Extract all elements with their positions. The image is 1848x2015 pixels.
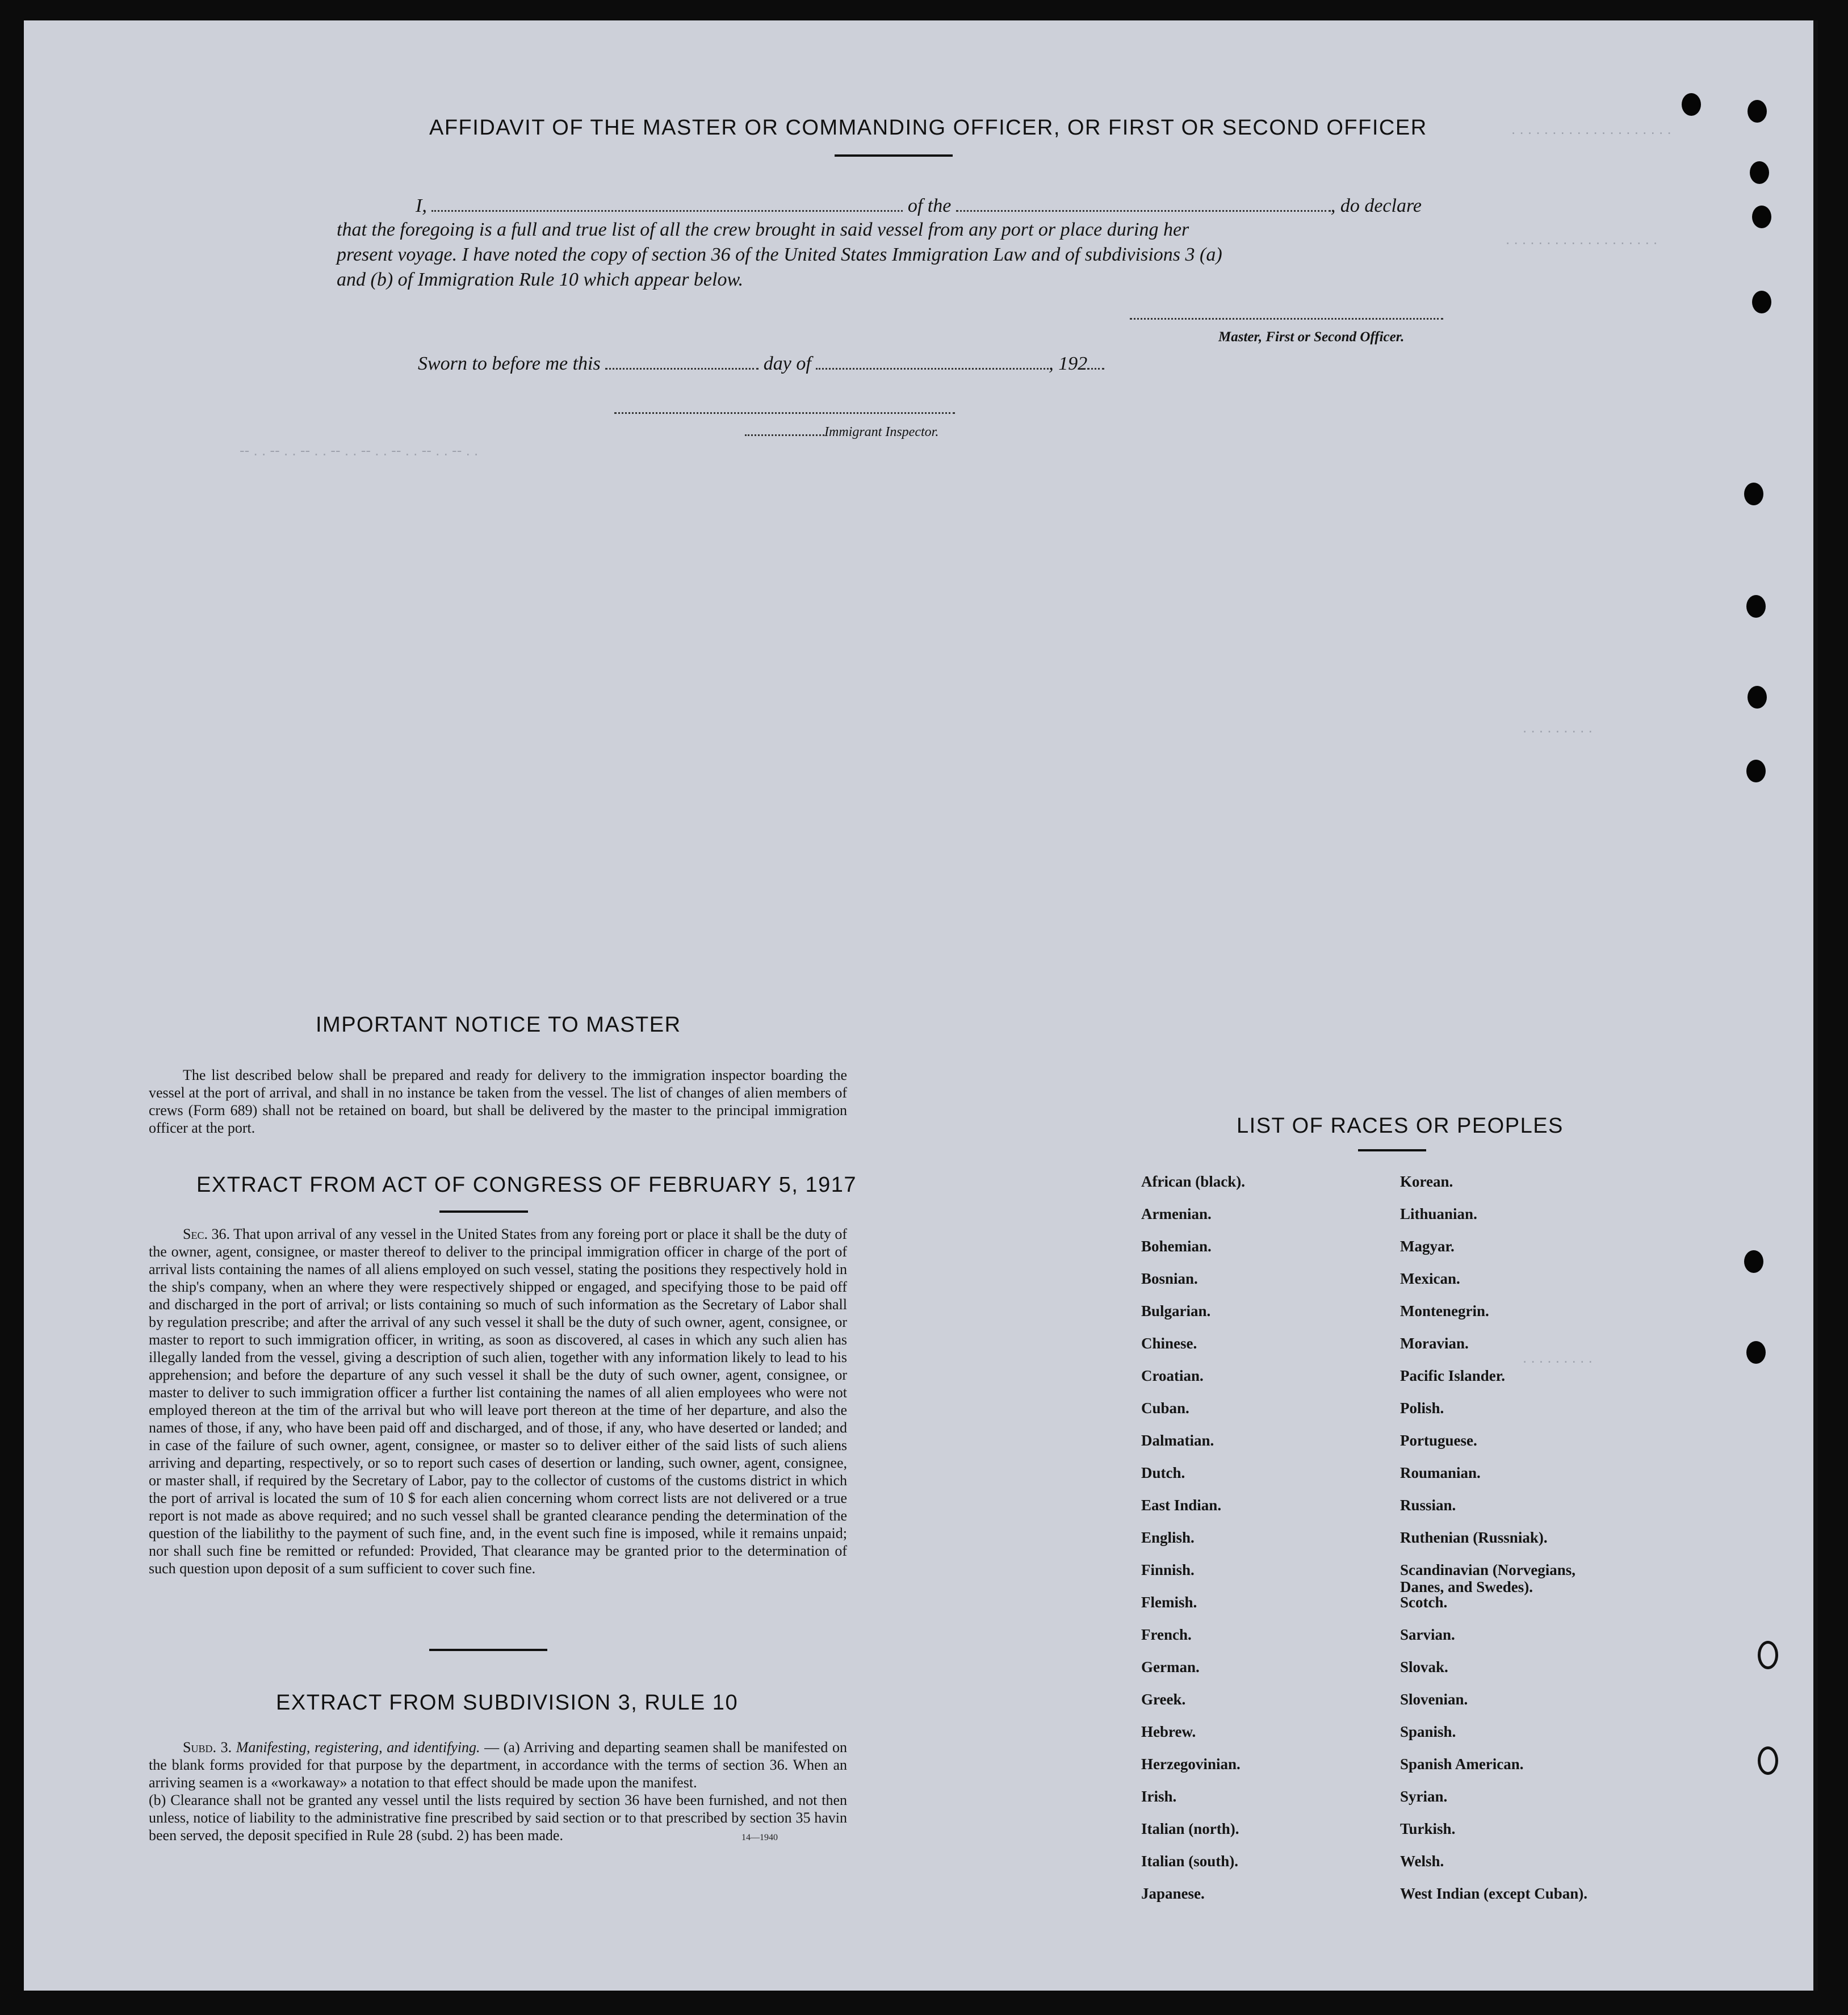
race-item: Hebrew. [1141, 1723, 1196, 1740]
affidavit-title: AFFIDAVIT OF THE MASTER OR COMMANDING OFFICER, OR FIRST OR SECOND OFFICER [429, 116, 1427, 140]
declaration-line [416, 195, 1422, 217]
race-item: Turkish. [1400, 1820, 1456, 1837]
inspector-label: Immigrant Inspector. [824, 425, 939, 439]
binder-hole [1746, 595, 1766, 618]
binder-hole [1752, 291, 1771, 313]
race-item: German. [1141, 1658, 1200, 1675]
act-title: EXTRACT FROM ACT OF CONGRESS OF FEBRUARY 5, 1917 [196, 1173, 857, 1197]
race-item: Danes, and Swedes). [1400, 1578, 1533, 1595]
race-item: Spanish. [1400, 1723, 1456, 1740]
declaration-end: , do declare [1330, 195, 1422, 216]
year-blank[interactable] [1087, 368, 1104, 370]
declaration-of-the: of the [907, 195, 952, 216]
race-item: Slovenian. [1400, 1691, 1468, 1708]
race-item: Bohemian. [1141, 1238, 1212, 1255]
race-item: Croatian. [1141, 1367, 1204, 1384]
declaration-para-2: present voyage. I have noted the copy of section 36 of the United States Immigration Law and of subdivisions 3 (a) [337, 244, 1222, 265]
races-title: LIST OF RACES OR PEOPLES [1237, 1114, 1564, 1138]
race-item: Scotch. [1400, 1594, 1448, 1611]
race-item: Korean. [1400, 1173, 1453, 1190]
race-item: East Indian. [1141, 1497, 1222, 1514]
race-item: French. [1141, 1626, 1192, 1643]
subd-heading: Manifesting, registering, and identifying. [236, 1739, 480, 1756]
subd-label: Subd. 3. [183, 1739, 232, 1756]
binder-hole [1748, 686, 1767, 709]
race-item: Ruthenian (Russniak). [1400, 1529, 1548, 1546]
binder-hole-outline [1758, 1641, 1778, 1669]
sworn-year: , 192 [1049, 353, 1088, 374]
race-item: Pacific Islander. [1400, 1367, 1505, 1384]
sec-label: Sec. 36. [183, 1226, 230, 1242]
race-item: Italian (south). [1141, 1853, 1239, 1870]
race-item: Armenian. [1141, 1205, 1212, 1222]
inspector-blank[interactable] [745, 434, 824, 436]
binder-hole [1746, 760, 1766, 782]
race-item: Finnish. [1141, 1561, 1195, 1578]
act-text [149, 1225, 847, 1577]
race-item: Syrian. [1400, 1788, 1448, 1805]
race-item: Montenegrin. [1400, 1302, 1489, 1319]
race-item: Portuguese. [1400, 1432, 1477, 1449]
sec-text: That upon arrival of any vessel in the United States from any foreing port or place it shall be the duty of the owner, agent, consignee, or master thereof to deliver to the principal immigration officer in charge of the port of arrival lists containing the names of all aliens employed on such vessel, stating the positions they respectively hold in the ship's company, when an where they were respectively shipped or engaged, and specifying those to be paid off and discharged in the port of arrival; or lists containing so much of such information as the Secretary of Labor shall by regulation prescribe; and after the arrival of any such vessel it shall be the duty of such owner, agent, consignee, or master to report to such immigration officer, in writing, as soon as discovered, al cases in which any such alien has illegally landed from the vessel, giving a description of such alien, together with any information likely to lead to his apprehension; and before the departure of any such vessel it shall be the duty of such owner, agent, consignee, or master to deliver to such immigration officer a further list containing the names of all alien employees who were not employed thereon at the tim of the arrival but who will leave port thereon at the time of her departure, and also the names of those, if any, who have been paid off and discharged, and of those, if any, who have deserted or landed; and in case of the failure of such owner, agent, consignee, or master so to deliver either of the said lists of such aliens arriving and departing, respectively, or so to report such cases of desertion or landing, such owner, agent, consignee, or master shall, if required by the Secretary of Labor, pay to the collector of customs of the customs district in which the port of arrival is located the sum of 10 $ for each alien concerning whom correct lists are not delivered or a true report is not made as above required; and no such vessel shall be granted clearance pending the determination of the question of the liabilithy to the payment of such fine, and, in the event such fine is imposed, while it remains unpaid; nor shall such fine be remitted or refunded: Provided, That clearance may be granted prior to the determination of such question upon deposit of a sum sufficient to cover such fine. [149, 1226, 847, 1577]
race-item: African (black). [1141, 1173, 1245, 1190]
race-item: Welsh. [1400, 1853, 1444, 1870]
binder-hole [1750, 161, 1769, 184]
declaration-para-3: and (b) of Immigration Rule 10 which appear below. [337, 269, 744, 290]
race-item: Dalmatian. [1141, 1432, 1214, 1449]
race-item: West Indian (except Cuban). [1400, 1885, 1588, 1902]
form-number: 14—1940 [741, 1833, 778, 1842]
binder-hole [1746, 1341, 1766, 1364]
subd-text-b: (b) Clearance shall not be granted any vessel until the lists required by section 36 have been furnished, and not then unless, notice of liability to the administrative fine prescribed by said section or to that prescribed by section 35 havin been served, the deposit specified in Rule 28 (subd. 2) has been made. [149, 1792, 847, 1844]
signature-label: Master, First or Second Officer. [1218, 329, 1405, 345]
notice-text: The list described below shall be prepared and ready for delivery to the immigration inspector boarding the vessel at the port of arrival, and shall in no instance be taken from the vessel. The list of changes of alien members of crews (Form 689) shall not be retained on board, but shall be delivered by the master to the principal immigration officer at the port. [149, 1067, 847, 1136]
notice-title: IMPORTANT NOTICE TO MASTER [316, 1013, 681, 1037]
race-item: Herzegovinian. [1141, 1756, 1241, 1773]
race-item: Japanese. [1141, 1885, 1205, 1902]
binder-hole [1752, 206, 1771, 228]
race-item: Bosnian. [1141, 1270, 1198, 1287]
vessel-blank[interactable] [956, 210, 1331, 212]
race-item: Cuban. [1141, 1400, 1189, 1417]
title-divider [835, 154, 953, 157]
day-blank[interactable] [605, 368, 759, 370]
race-item: Lithuanian. [1400, 1205, 1477, 1222]
race-item: Bulgarian. [1141, 1302, 1211, 1319]
page-edge-shadow [1813, 20, 1818, 1991]
act-divider [439, 1210, 528, 1213]
month-blank[interactable] [816, 368, 1049, 370]
subdivision-text [149, 1738, 847, 1844]
race-item: Magyar. [1400, 1238, 1455, 1255]
sworn-day-of: day of [763, 353, 811, 374]
act-end-divider [429, 1649, 547, 1651]
race-item: Flemish. [1141, 1594, 1197, 1611]
race-item: Scandinavian (Norvegians, [1400, 1561, 1576, 1578]
declaration-para-1: that the foregoing is a full and true list of all the crew brought in said vessel from any port or place during her [337, 219, 1189, 240]
binder-hole [1682, 93, 1701, 116]
race-item: Moravian. [1400, 1335, 1469, 1352]
race-item: Dutch. [1141, 1464, 1185, 1481]
signature-blank[interactable] [1130, 318, 1443, 320]
sworn-start: Sworn to before me this [418, 353, 601, 374]
document-page: . . . . . . . . . . . . . . . . . . . . . . . . . . . . . . . . . . . . . . . -- . . -- . . -- . . -- . . -- . . -- . . -- . . -- . . . . . . . . . . . . . . . . . . . . AFFIDAVIT OF THE MASTER OR COMMANDING OFFICER, OR FIRST OR SECOND OFFICER I, of the , do declare that the foregoing is a full and true list of all the crew brought in said vessel from any port or place during her present voyage. I have noted the copy of section 36 of the United States Immigration Law and of subdivisions 3 (a) and (b) of Immigration Rule 10 which appear below. Master, First or Second Officer. Sworn to before me this day of , 192 Immigrant Inspector. IMPORTANT NOTICE TO MASTER The list described below shall be prepared and ready for delivery to the immigration inspector boarding the vessel at the port of arrival, and shall in no instance be taken from the vessel. The list of changes of alien members of crews (Form 689) shall not be retained on board, but shall be delivered by the master to the principal immigration officer at the port. EXTRACT FROM ACT OF CONGRESS OF FEBRUARY 5, 1917 Sec. 36. That upon arrival of any vessel in the United States from any foreing port or place it shall be the duty of the owner, agent, consignee, or master thereof to deliver to the principal immigration officer in charge of the port of arrival lists containing the names of all aliens employed on such vessel, stating the positions they respectively hold in the ship's company, when an where they were respectively shipped or engaged, and specifying those to be paid off and discharged in the port of arrival; or lists containing so much of such information as the Secretary of Labor shall by regulation prescribe; and after the arrival of any such vessel it shall be the duty of such owner, agent, consignee, or master to report to such immigration officer, in writing, as soon as discovered, al cases in which any such alien has illegally landed from the vessel, giving a description of such alien, together with any information likely to lead to his apprehension; and before the departure of any such vessel it shall be the duty of such owner, agent, consignee, or master to deliver to such immigration officer a further list containing the names of all alien employees who were not employed thereon at the tim of the arrival but who will leave port thereon at the time of her departure, and also the names of those, if any, who have been paid off and discharged, and of those, if any, who have deserted or landed; and in case of the failure of such owner, agent, consignee, or master so to deliver either of the said lists of such aliens arriving and departing, respectively, or so to report such cases of desertion or landing, such owner, agent, consignee, or master shall, if required by the Secretary of Labor, pay to the collector of customs of the customs district in which the port of arrival is located the sum of 10 $ for each alien concerning whom correct lists are not delivered or a true report is not made as above required; and no such vessel shall be granted clearance pending the determination of the question of the liabilithy to the payment of such fine, and, in the event such fine is imposed, while it remains unpaid; nor shall such fine be remitted or refunded: Provided, That clearance may be granted prior to the determination of such question upon deposit of a sum sufficient to cover such fine. EXTRACT FROM SUBDIVISION 3, RULE 10 Subd. 3. Manifesting, registering, and identifying. — (a) Arriving and departing seamen shall be manifested on the blank forms provided for that purpose by the department, in accordance with the terms of section 36. When an arriving seamen is a «workaway» a notation to that effect should be made upon the manifest. (b) Clearance shall not be granted any vessel until the lists required by section 36 have been furnished, and not then unless, notice of liability to the administrative fine prescribed by said section or to that prescribed by section 35 havin been served, the deposit specified in Rule 28 (subd. 2) has been made. 14—1940 LIST OF RACES OR PEOPLES African (black). Armenian. Bohemian. Bosnian. Bulgarian. Chinese. Croatian. Cuban. Dalmatian. Dutch. East Indian. English. Finnish. Flemish. French. German. Greek. Hebrew. Herzegovinian. Irish. Italian (north). Italian (south). Japanese. Korean. Lithuanian. Magyar. Mexican. Montenegrin. Moravian. Pacific Islander. Polish. Portuguese. Roumanian. Russian. Ruthenian (Russniak). Scandinavian (Norvegians, Danes, and Swedes). Scotch. Sarvian. Slovak. Slovenian. Spanish. Spanish American. Syrian. Turkish. Welsh. West Indian (except Cuban). [24, 20, 1818, 1991]
race-item: Spanish American. [1400, 1756, 1524, 1773]
binder-hole [1744, 1250, 1763, 1273]
race-item: Roumanian. [1400, 1464, 1481, 1481]
race-item: Chinese. [1141, 1335, 1197, 1352]
race-item: English. [1141, 1529, 1195, 1546]
name-blank[interactable] [431, 210, 903, 212]
subdivision-title: EXTRACT FROM SUBDIVISION 3, RULE 10 [276, 1691, 739, 1715]
race-item: Polish. [1400, 1400, 1444, 1417]
race-item: Sarvian. [1400, 1626, 1455, 1643]
inspector-signature-blank[interactable] [614, 412, 955, 414]
race-item: Russian. [1400, 1497, 1456, 1514]
declaration-start: I, [416, 195, 427, 216]
sworn-line [418, 353, 1104, 375]
race-item: Irish. [1141, 1788, 1177, 1805]
binder-hole [1748, 100, 1767, 123]
binder-hole [1744, 483, 1763, 505]
inspector-line [745, 425, 938, 440]
binder-hole-outline [1758, 1746, 1778, 1775]
subd-text-a: — (a) Arriving and departing seamen shall be manifested on the blank forms provided for that purpose by the department, in accordance with the terms of section 36. When an arriving seamen is a «workaway» a notation to that effect should be made upon the manifest. [149, 1739, 847, 1791]
race-item: Slovak. [1400, 1658, 1448, 1675]
race-item: Italian (north). [1141, 1820, 1239, 1837]
race-item: Mexican. [1400, 1270, 1460, 1287]
races-divider [1358, 1149, 1426, 1151]
race-item: Greek. [1141, 1691, 1186, 1708]
